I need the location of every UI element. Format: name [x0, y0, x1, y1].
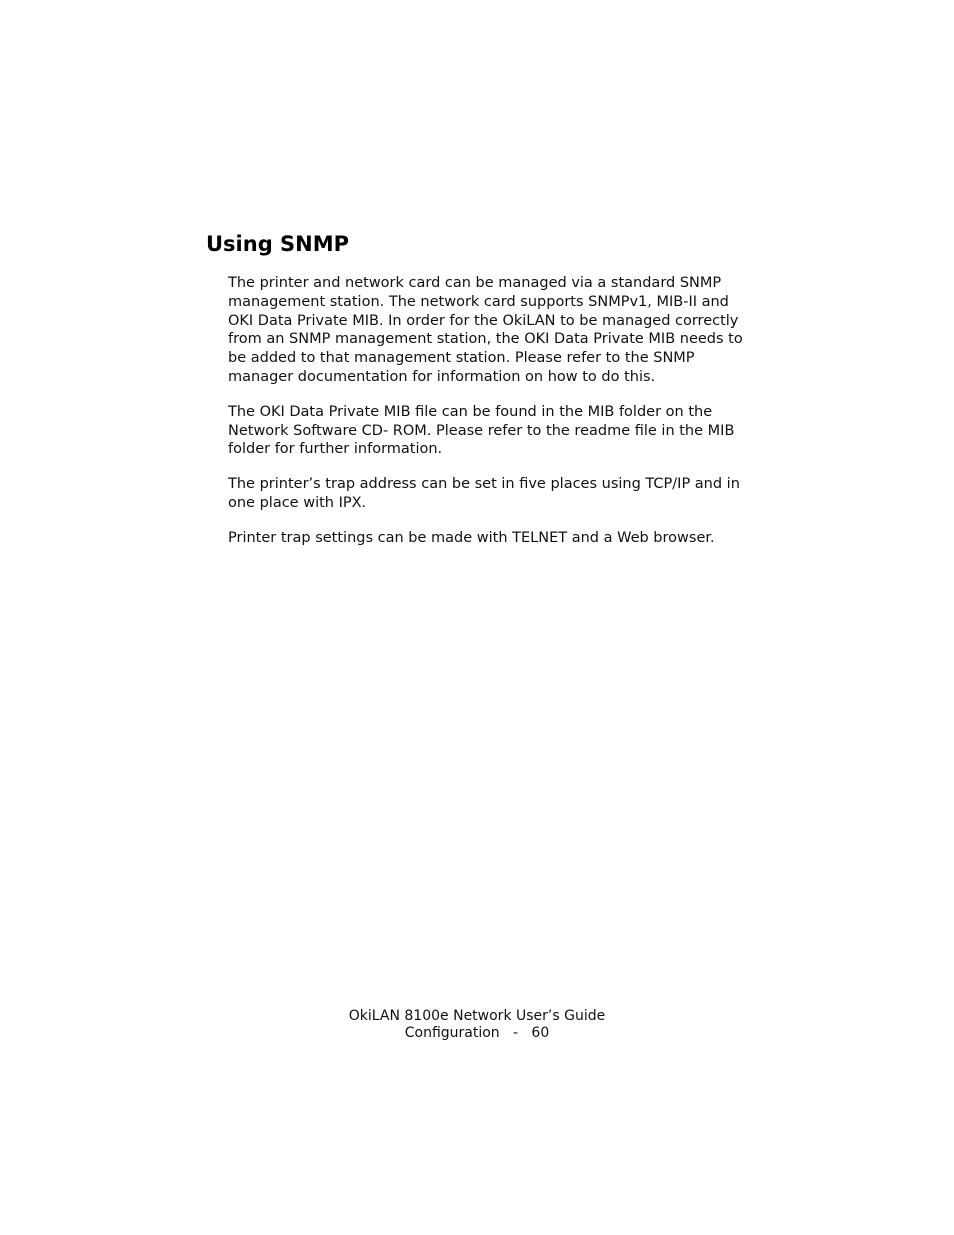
paragraph-snmp-management: The printer and network card can be managed via a standard SNMP management station. The network card supports SNMPv1, MIB-II and OKI Data Private MIB. In order for the OkiLAN to be managed correctly from an SNMP management station, the OKI Data Private MIB needs to be added to that management station. Please refer to the SNMP manager documentation for information on how to do this.: [228, 275, 743, 385]
section-heading: Using SNMP: [206, 232, 350, 256]
paragraph-trap-settings: Printer trap settings can be made with TELNET and a Web browser.: [228, 529, 715, 546]
section-body: [228, 274, 758, 564]
paragraph-trap-address: The printer’s trap address can be set in five places using TCP/IP and in one place with IPX.: [228, 476, 740, 511]
footer-guide-title: OkiLAN 8100e Network User’s Guide: [348, 1008, 606, 1024]
page-footer: [0, 1008, 954, 1042]
footer-page-label: Configuration - 60: [404, 1025, 550, 1041]
paragraph-mib-file-location: The OKI Data Private MIB file can be found in the MIB folder on the Network Software CD- ROM. Please refer to the readme file in the MIB folder for further information.: [228, 403, 735, 458]
